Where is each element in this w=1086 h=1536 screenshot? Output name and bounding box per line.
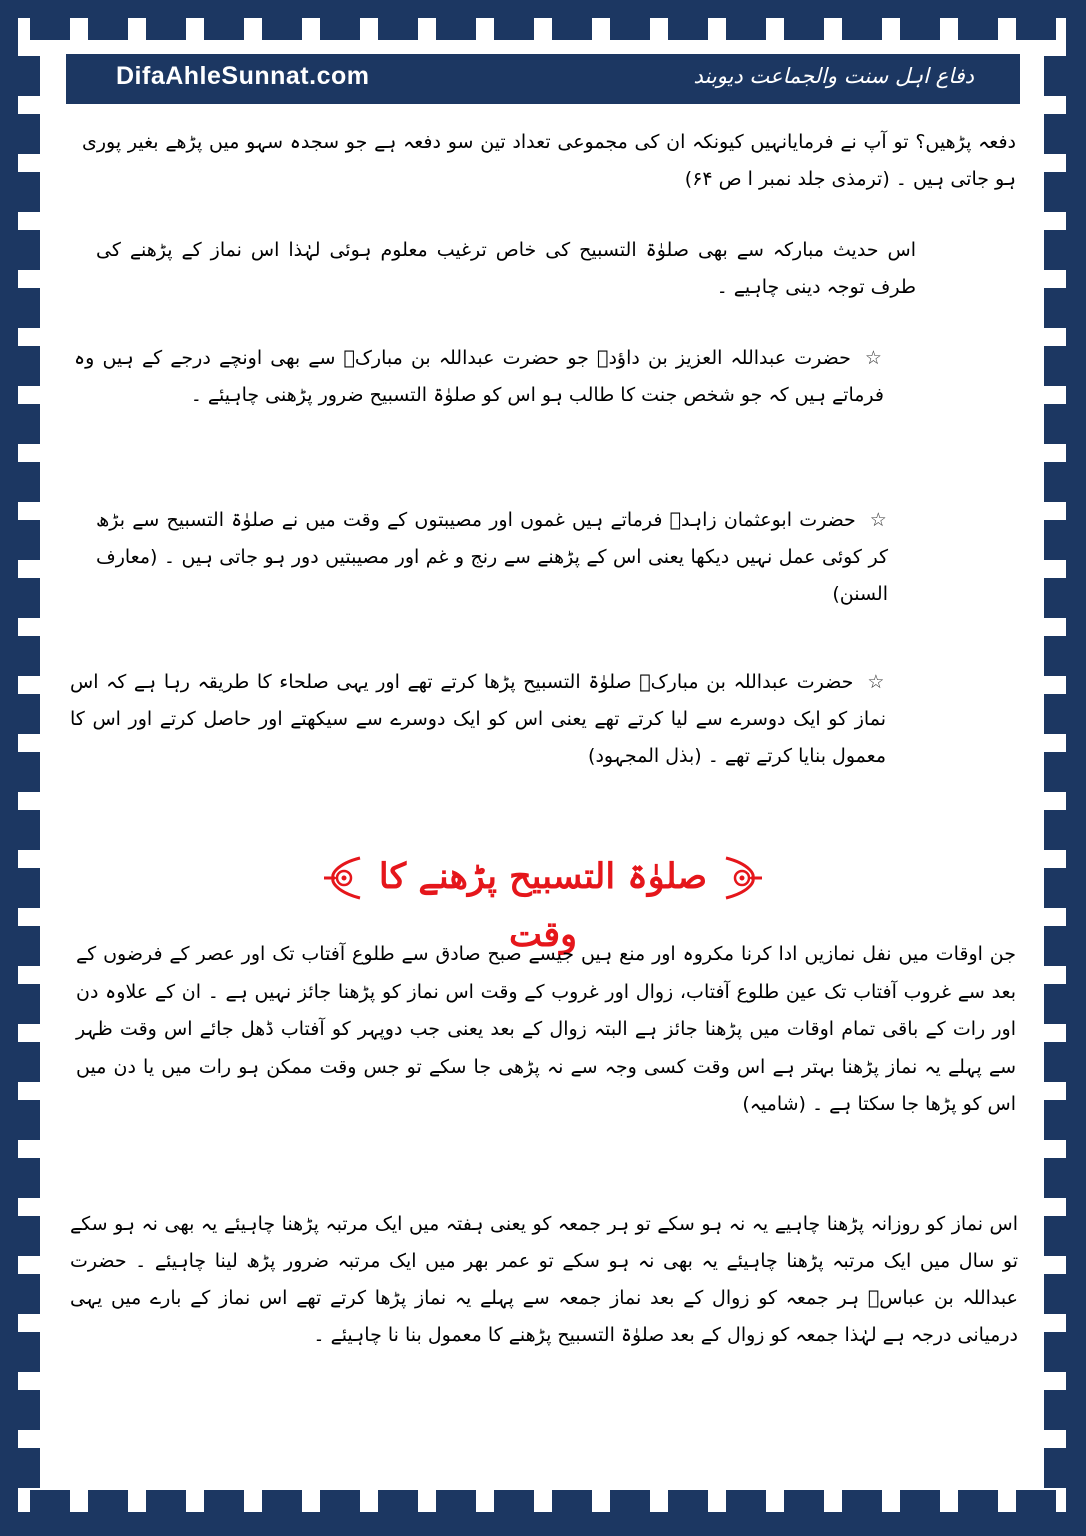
frame-tile — [900, 18, 940, 40]
paragraph-4 — [96, 502, 888, 613]
frame-tile — [262, 1490, 302, 1512]
frame-tile — [30, 18, 70, 40]
frame-tile — [668, 1490, 708, 1512]
frame-tile — [18, 1100, 40, 1140]
frame-tile — [1044, 1216, 1066, 1256]
paragraph-1 — [82, 124, 1016, 198]
frame-tile — [18, 694, 40, 734]
frame-tile — [668, 18, 708, 40]
frame-tile — [18, 984, 40, 1024]
frame-tile — [18, 346, 40, 386]
star-icon: ☆ — [867, 671, 886, 693]
frame-tile — [1044, 810, 1066, 850]
frame-tile — [1044, 752, 1066, 792]
star-icon: ☆ — [869, 509, 888, 531]
paragraph-1-text: دفعہ پڑھیں؟ تو آپ نے فرمایانہیں کیونکہ ان کی مجموعی تعداد تین سو دفعہ ہے جو سجدہ سہو میں پڑھے بغیر پوری ہو جاتی ہیں ۔ (ترمذی جلد نمبر ا ص ۶۴) — [82, 131, 1016, 190]
paragraph-6-text: جن اوقات میں نفل نمازیں ادا کرنا مکروہ اور منع ہیں جیسے صبح صادق سے طلوع آفتاب تک اور عصر کے فرضوں کے بعد سے غروب آفتاب تک عین طلوع آفتاب، زوال اور غروب کے وقت اس نماز کو پڑھنا جائز نہیں ہے ۔ ان کے علاوہ دن اور رات کے باقی تمام اوقات میں پڑھنا جائز ہے البتہ زوال کے بعد یعنی جب دوپہر کو آفتاب ڈھل جائے اس وقت ظہر سے پہلے یہ نماز پڑھنا بہتر ہے اس وقت کسی وجہ سے نہ پڑھی جا سکے تو جس وقت ممکن ہو رات میں یا دن میں اس کو پڑھا جا سکتا ہے ۔ (شامیہ) — [76, 943, 1016, 1115]
frame-tile — [378, 1490, 418, 1512]
frame-top — [0, 0, 1086, 18]
frame-tile — [18, 926, 40, 966]
frame-tile — [1044, 926, 1066, 966]
frame-tile — [18, 520, 40, 560]
frame-tile — [1044, 694, 1066, 734]
frame-tile — [1044, 1390, 1066, 1430]
frame-tile — [18, 752, 40, 792]
frame-tile — [958, 1490, 998, 1512]
frame-tile — [1044, 288, 1066, 328]
frame-tile — [18, 868, 40, 908]
frame-right — [1066, 0, 1086, 1536]
frame-tile — [436, 1490, 476, 1512]
frame-tile — [18, 1216, 40, 1256]
ornament-right-icon — [722, 854, 766, 902]
paragraph-4-text: حضرت ابوعثمان زاہدؒ فرماتے ہیں غموں اور مصیبتوں کے وقت میں نے صلوٰۃ التسبیح سے بڑھ کر کوئی عمل نہیں دیکھا یعنی اس کے پڑھنے سے رنج و غم اور مصیبتیں دور ہو جاتی ہیں ۔ (معارف السنن) — [96, 509, 888, 605]
frame-tile — [1044, 1274, 1066, 1314]
frame-bottom — [0, 1512, 1086, 1536]
frame-tile — [18, 1042, 40, 1082]
frame-tile — [1044, 868, 1066, 908]
frame-tile — [1016, 1490, 1056, 1512]
frame-tile — [1044, 578, 1066, 618]
frame-tile — [726, 1490, 766, 1512]
frame-tile — [842, 18, 882, 40]
frame-tile — [552, 1490, 592, 1512]
frame-tile — [30, 1490, 70, 1512]
frame-tile — [1044, 636, 1066, 676]
frame-tile — [1044, 114, 1066, 154]
section-heading — [320, 848, 766, 955]
paragraph-5-text: حضرت عبداللہ بن مبارکؒ صلوٰۃ التسبیح پڑھا کرتے تھے اور یہی صلحاء کا طریقہ رہا ہے کہ اس نماز کو ایک دوسرے سے لیا کرتے تھے یعنی اس کو ایک دوسرے سے سیکھتے اور حاصل کرتے اور اس کا معمول بنایا کرتے تھے ۔ (بذل المجہود) — [70, 671, 886, 767]
frame-tile — [18, 288, 40, 328]
frame-tile — [320, 1490, 360, 1512]
frame-tile — [146, 18, 186, 40]
site-name[interactable]: DifaAhleSunnat.com — [116, 62, 370, 90]
frame-tile — [1044, 230, 1066, 270]
paragraph-2 — [96, 232, 916, 306]
frame-tile — [494, 1490, 534, 1512]
frame-tile — [1044, 520, 1066, 560]
frame-tile — [18, 1390, 40, 1430]
paragraph-5 — [70, 664, 886, 775]
frame-tile — [18, 1158, 40, 1198]
paragraph-7 — [70, 1206, 1018, 1354]
frame-tile — [900, 1490, 940, 1512]
frame-tile — [958, 18, 998, 40]
frame-tile — [18, 810, 40, 850]
frame-tile — [18, 636, 40, 676]
frame-tile — [18, 56, 40, 96]
frame-tile — [1044, 56, 1066, 96]
frame-tile — [1044, 984, 1066, 1024]
frame-tile — [18, 114, 40, 154]
frame-tile — [18, 404, 40, 444]
frame-tile — [726, 18, 766, 40]
paragraph-7-text: اس نماز کو روزانہ پڑھنا چاہیے یہ نہ ہو سکے تو ہر جمعہ کو یعنی ہفتہ میں ایک مرتبہ پڑھنا چاہیئے یہ بھی نہ ہو سکے تو سال میں ایک مرتبہ پڑھنا چاہیئے یہ بھی نہ ہو سکے تو عمر بھر میں ایک مرتبہ ضرور پڑھ لینا چاہیئے ۔ حضرت عبداللہ بن عباسؓ ہر جمعہ کو زوال کے بعد نماز جمعہ سے پہلے یہ نماز پڑھا کرتے تھے اس نماز کے بارے میں یہی درمیانی درجہ ہے لہٰذا جمعہ کو زوال کے بعد صلوٰۃ التسبیح پڑھنے کا معمول بنا نا چاہیئے ۔ — [70, 1213, 1018, 1346]
frame-tile — [378, 18, 418, 40]
frame-tile — [204, 1490, 244, 1512]
frame-tile — [494, 18, 534, 40]
frame-tile — [262, 18, 302, 40]
frame-tile — [320, 18, 360, 40]
ornament-left-icon — [320, 854, 364, 902]
paragraph-3 — [74, 340, 884, 414]
frame-tile — [1044, 346, 1066, 386]
frame-tile — [552, 18, 592, 40]
frame-tile — [1044, 1042, 1066, 1082]
frame-tile — [436, 18, 476, 40]
paragraph-3-text: حضرت عبداللہ العزیز بن داؤدؒ جو حضرت عبداللہ بن مبارکؒ سے بھی اونچے درجے کے ہیں وہ فرماتے ہیں کہ جو شخص جنت کا طالب ہو اس کو صلوٰۃ التسبیح ضرور پڑھنی چاہیئے ۔ — [74, 347, 884, 406]
frame-tile — [1044, 404, 1066, 444]
frame-left — [0, 0, 18, 1536]
frame-tile — [18, 1448, 40, 1488]
frame-tile — [88, 18, 128, 40]
frame-tile — [784, 1490, 824, 1512]
frame-tile — [146, 1490, 186, 1512]
star-icon: ☆ — [864, 347, 884, 369]
frame-tile — [1016, 18, 1056, 40]
paragraph-2-text: اس حدیث مبارکہ سے بھی صلوٰۃ التسبیح کی خاص ترغیب معلوم ہوئی لہٰذا اس نماز کے پڑھنے کی طرف توجہ دینی چاہیے ۔ — [96, 239, 916, 298]
frame-tile — [842, 1490, 882, 1512]
frame-tile — [18, 172, 40, 212]
frame-tile — [610, 1490, 650, 1512]
frame-tile — [18, 230, 40, 270]
frame-tile — [1044, 462, 1066, 502]
frame-tile — [1044, 172, 1066, 212]
frame-tile — [18, 1274, 40, 1314]
frame-tile — [204, 18, 244, 40]
frame-tile — [784, 18, 824, 40]
frame-tile — [18, 462, 40, 502]
header-band — [66, 54, 1020, 104]
frame-tile — [18, 1332, 40, 1372]
frame-tile — [1044, 1158, 1066, 1198]
frame-tile — [610, 18, 650, 40]
frame-tile — [18, 578, 40, 618]
frame-tile — [1044, 1332, 1066, 1372]
frame-tile — [1044, 1448, 1066, 1488]
section-heading-text: صلوٰۃ التسبیح پڑھنے کا وقت — [378, 856, 708, 955]
site-tagline: دفاع اہل سنت والجماعت دیوبند — [693, 64, 974, 88]
frame-tile — [88, 1490, 128, 1512]
frame-tile — [1044, 1100, 1066, 1140]
paragraph-6 — [76, 936, 1016, 1124]
